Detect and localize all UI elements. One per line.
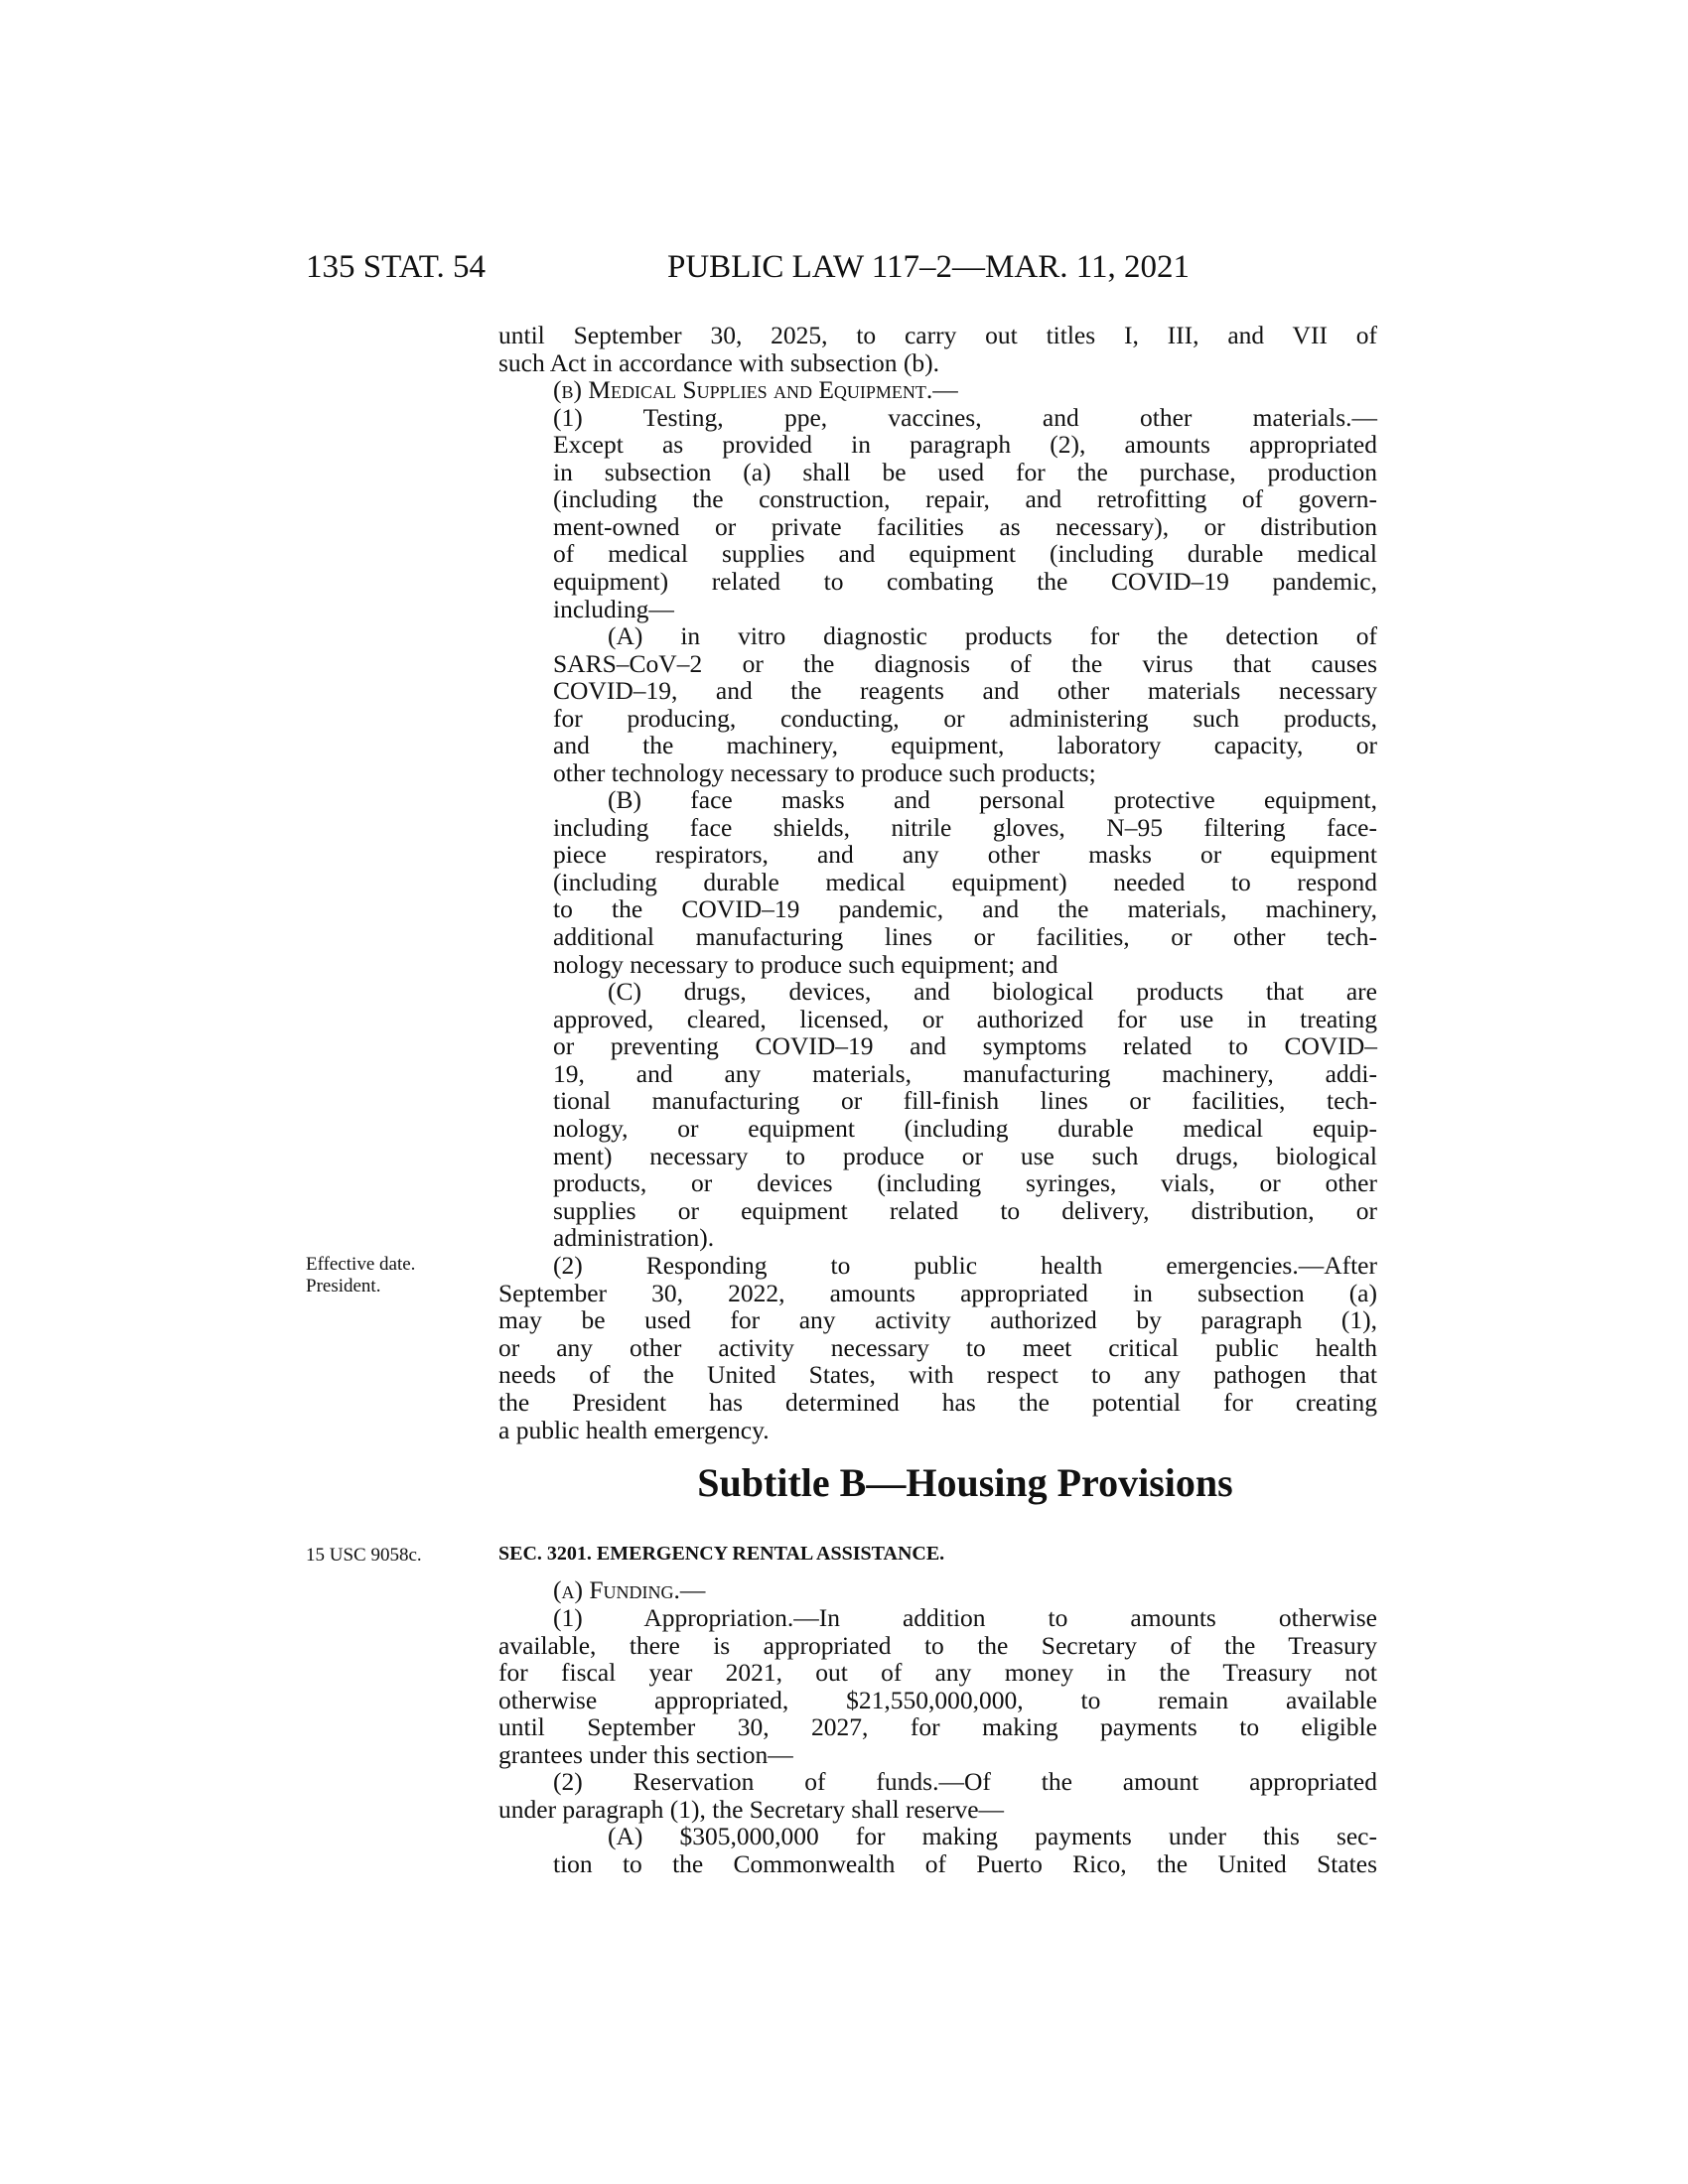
subsection-b-heading [553, 376, 1377, 404]
subsection-a-heading [553, 1576, 1377, 1604]
law-title: PUBLIC LAW 117–2—MAR. 11, 2021 [667, 249, 1190, 285]
text-line: 19, and any materials, manufacturing machinery, addi- [553, 1058, 1377, 1088]
text-line: grantees under this section— [498, 1739, 793, 1769]
text-line: (B) face masks and personal protective equipment, [608, 785, 1377, 814]
text-line: piece respirators, and any other masks or equipment [553, 840, 1377, 870]
text-line: in subsection (a) shall be used for the purchase, production [553, 457, 1377, 486]
paragraph-a2 [498, 1768, 1377, 1823]
text-line: for fiscal year 2021, out of any money in the Treasury not [498, 1658, 1377, 1688]
text-line: additional manufacturing lines or facilities, or other tech- [553, 921, 1377, 951]
subparagraph-C [553, 978, 1377, 1252]
page-reference: 135 STAT. 54 [306, 249, 487, 285]
section-heading: SEC. 3201. EMERGENCY RENTAL ASSISTANCE. [498, 1543, 945, 1565]
text-line: needs of the United States, with respect to any pathogen that [498, 1360, 1377, 1390]
paragraph-a1 [498, 1604, 1377, 1769]
text-line: products, or devices (including syringes, vials, or other [553, 1168, 1377, 1198]
text-line: including face shields, nitrile gloves, N–95 filtering face- [553, 812, 1377, 842]
text-line: (A) $305,000,000 for making payments under this sec- [608, 1822, 1377, 1850]
subtitle-heading: Subtitle B—Housing Provisions [697, 1460, 1233, 1505]
text-line: nology, or equipment (including durable medical equip- [553, 1113, 1377, 1143]
text-line: tional manufacturing or fill-finish lines or facilities, tech- [553, 1086, 1377, 1116]
text-line: a public health emergency. [498, 1415, 770, 1444]
text-line: nology necessary to produce such equipment; and [553, 949, 1058, 979]
text-line: under paragraph (1), the Secretary shall reserve— [498, 1794, 1005, 1824]
text-line: COVID–19, and the reagents and other materials necessary [553, 676, 1377, 706]
intro-paragraph [498, 322, 1377, 376]
text-line: until September 30, 2025, to carry out titles I, III, and VII of [498, 321, 1377, 349]
text-line: until September 30, 2027, for making payments to eligible [498, 1712, 1377, 1742]
margin-note-effective-date: Effective date. [306, 1254, 416, 1275]
text-line: (1) Appropriation.—In addition to amounts otherwise [553, 1603, 1377, 1632]
text-line: the President has determined has the potential for creating [498, 1387, 1377, 1417]
text-line: ment-owned or private facilities as necessary), or distribution [553, 511, 1377, 541]
text-line: or preventing COVID–19 and symptoms related to COVID– [553, 1031, 1377, 1061]
subparagraph-B [553, 786, 1377, 978]
text-line: Except as provided in paragraph (2), amounts appropriated [553, 430, 1377, 459]
text-line: otherwise appropriated, $21,550,000,000, to remain available [498, 1685, 1377, 1714]
text-line: (1) Testing, ppe, vaccines, and other materials.— [553, 403, 1377, 432]
text-line: (C) drugs, devices, and biological products that are [608, 977, 1377, 1006]
margin-note-president: President. [306, 1276, 381, 1297]
text-line: other technology necessary to produce such products; [553, 757, 1096, 787]
text-line: (2) Reservation of funds.—Of the amount appropriated [553, 1767, 1377, 1796]
text-line: for producing, conducting, or administering such products, [553, 703, 1377, 733]
text-line: (2) Responding to public health emergencies.—After [553, 1251, 1377, 1280]
text-line: (a) Funding.— [553, 1575, 706, 1604]
text-line: of medical supplies and equipment (including durable medical [553, 539, 1377, 569]
text-line: SARS–CoV–2 or the diagnosis of the virus that causes [553, 648, 1377, 678]
subparagraph-A [553, 622, 1377, 787]
text-line: September 30, 2022, amounts appropriated in subsection (a) [498, 1278, 1377, 1307]
text-line: (b) Medical Supplies and Equipment.— [553, 375, 958, 404]
text-line: supplies or equipment related to delivery, distribution, or [553, 1195, 1377, 1225]
text-line: (A) in vitro diagnostic products for the detection of [608, 621, 1377, 650]
text-line: including— [553, 594, 674, 623]
text-line: (including durable medical equipment) needed to respond [553, 867, 1377, 896]
text-line: such Act in accordance with subsection (b). [498, 347, 939, 377]
text-line: and the machinery, equipment, laboratory capacity, or [553, 731, 1377, 760]
text-line: may be used for any activity authorized by paragraph (1), [498, 1305, 1377, 1335]
paragraph-b1 [498, 404, 1377, 432]
text-line: administration). [553, 1223, 715, 1253]
text-line: equipment) related to combating the COVID–19 pandemic, [553, 566, 1377, 596]
text-line: to the COVID–19 pandemic, and the materials, machinery, [553, 894, 1377, 924]
text-line: tion to the Commonwealth of Puerto Rico, the United States [553, 1848, 1377, 1878]
text-line: ment) necessary to produce or use such drugs, biological [553, 1141, 1377, 1170]
subparagraph-a2-A [553, 1823, 1377, 1877]
paragraph-b2 [498, 1252, 1377, 1443]
text-line: (including the construction, repair, and retrofitting of govern- [553, 484, 1377, 514]
margin-note-usc-cite: 15 USC 9058c. [306, 1545, 422, 1566]
paragraph-b1-body [553, 431, 1377, 622]
text-line: or any other activity necessary to meet critical public health [498, 1332, 1377, 1362]
text-line: approved, cleared, licensed, or authorized for use in treating [553, 1004, 1377, 1033]
text-line: available, there is appropriated to the Secretary of the Treasury [498, 1630, 1377, 1660]
